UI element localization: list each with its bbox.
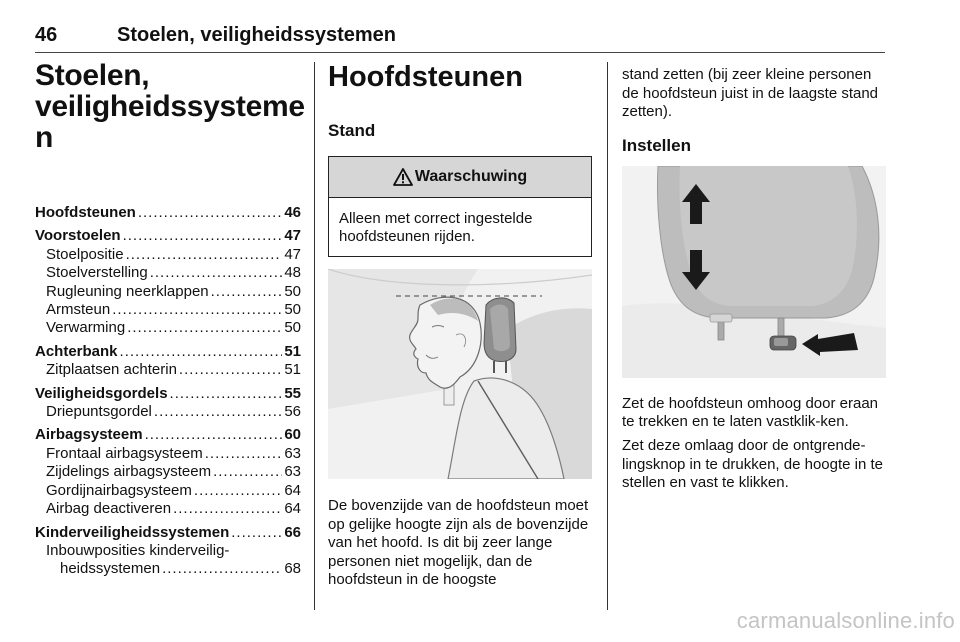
toc-entry-label: Driepuntsgordel: [46, 403, 152, 421]
toc-leader-dots: [194, 482, 282, 500]
toc-entry-page: 68: [284, 560, 301, 578]
toc-entry-label: Voorstoelen: [35, 227, 121, 245]
warning-heading: Waarschuwing: [414, 168, 528, 185]
toc-entry-label: Achterbank: [35, 342, 118, 360]
toc-entry-label: Verwarming: [46, 319, 126, 337]
toc-entry-page: 64: [284, 481, 301, 499]
toc-entry-page: 50: [284, 282, 301, 300]
toc-leader-dots: [112, 301, 282, 319]
head-restraint-position-illustration: [328, 269, 592, 479]
toc-entry[interactable]: [35, 403, 301, 421]
toc-leader-dots: [123, 227, 283, 245]
toc-entry-label: Frontaal airbagsysteem: [46, 444, 203, 462]
toc-entry-page: 51: [284, 342, 301, 360]
chapter-title: [35, 59, 305, 154]
continued-paragraph: stand zetten (bij zeer kleine personen de hoofdsteun juist in de laagste stand zetten).: [622, 66, 879, 121]
toc-leader-dots: [211, 283, 283, 301]
toc-entry-label: Airbag deactiveren: [46, 500, 172, 518]
page-header: [35, 22, 885, 53]
toc-entry[interactable]: [35, 264, 301, 282]
warning-text: Alleen met correct ingestelde hoofdsteunen rijden.: [339, 210, 533, 245]
toc-entry[interactable]: [35, 385, 301, 403]
toc-leader-dots: [179, 361, 282, 379]
toc-entry[interactable]: [35, 524, 301, 542]
toc-leader-dots: [127, 319, 282, 337]
toc-entry[interactable]: [35, 445, 301, 463]
toc-entry-page: 51: [284, 361, 301, 379]
chapter-title-line: n: [35, 121, 54, 154]
toc-entry[interactable]: [35, 204, 301, 222]
toc-entry[interactable]: [35, 542, 301, 560]
toc-entry-label: Stoelpositie: [46, 245, 124, 263]
toc-leader-dots: [170, 385, 283, 403]
warning-header: [329, 157, 591, 198]
toc-leader-dots: [173, 500, 282, 518]
adjust-heading: Instellen: [622, 135, 691, 155]
middle-column: [328, 60, 592, 590]
chapter-title-line: Stoelen,: [35, 59, 150, 92]
adjust-up-paragraph: Zet de hoofdsteun omhoog door eraan te trekken en te laten vastklik-ken.: [622, 394, 879, 431]
toc-entry-label: Airbagsysteem: [35, 426, 143, 444]
page-number: 46: [35, 24, 58, 46]
toc-leader-dots: [126, 246, 283, 264]
toc-entry-page: 60: [284, 426, 301, 444]
section-title: Hoofdsteunen: [328, 61, 523, 93]
toc-entry-page: 50: [284, 319, 301, 337]
toc-entry-label: Veiligheidsgordels: [35, 384, 168, 402]
toc-leader-dots: [162, 560, 282, 578]
column-divider: [314, 62, 315, 610]
toc-entry-page: 66: [284, 523, 301, 541]
toc-entry-page: 63: [284, 444, 301, 462]
toc-leader-dots: [150, 264, 283, 282]
toc-entry-label: heidssystemen: [60, 560, 161, 578]
toc-entry[interactable]: [35, 319, 301, 337]
column-divider: [607, 62, 608, 610]
toc-entry-label: Hoofdsteunen: [35, 204, 136, 221]
warning-box: [328, 156, 592, 257]
toc-leader-dots: [154, 403, 282, 421]
chapter-title-line: veiligheidssysteme: [35, 90, 305, 123]
toc-leader-dots: [231, 524, 282, 542]
right-column: [622, 66, 887, 493]
toc-entry-label: Kinderveiligheidssystemen: [35, 523, 230, 541]
toc-entry-page: 64: [284, 500, 301, 518]
toc-entry[interactable]: [35, 482, 301, 500]
toc-entry[interactable]: [35, 283, 301, 301]
toc-entry-label: Inbouwposities kinderveilig-: [46, 541, 230, 559]
toc-entry-page: 47: [284, 227, 301, 245]
toc-column: [35, 59, 305, 579]
running-title: Stoelen, veiligheidssystemen: [117, 24, 396, 46]
toc-entry-label: Zijdelings airbagsysteem: [46, 463, 212, 481]
toc-entry-page: 56: [284, 403, 301, 421]
toc-entry[interactable]: [35, 227, 301, 245]
toc-leader-dots: [120, 343, 283, 361]
position-paragraph: De bovenzijde van de hoofdsteun moet op gelijke hoogte zijn als de bovenzijde van het hoofd. Is dit bij zeer lange personen niet mogelijk, dan de hoofdsteun in de hoogste: [328, 497, 589, 589]
toc-entry-page: 55: [284, 384, 301, 402]
toc-entry-page: 48: [284, 264, 301, 282]
toc-entry[interactable]: [35, 560, 301, 578]
toc-entry[interactable]: [35, 361, 301, 379]
toc-entry-page: 50: [284, 301, 301, 319]
toc-entry-label: Gordijnairbagsysteem: [46, 481, 192, 499]
section-subtitle: Stand: [328, 121, 376, 140]
watermark: carmanualsonline.info: [736, 608, 955, 633]
toc-leader-dots: [138, 204, 282, 222]
head-restraint-adjust-illustration: [622, 166, 886, 378]
toc-leader-dots: [213, 463, 282, 481]
toc-entry[interactable]: [35, 246, 301, 264]
table-of-contents: [35, 204, 301, 579]
toc-entry-label: Rugleuning neerklappen: [46, 282, 209, 300]
toc-leader-dots: [145, 426, 283, 444]
toc-entry-page: 46: [284, 204, 301, 221]
toc-entry[interactable]: [35, 301, 301, 319]
toc-entry[interactable]: [35, 426, 301, 444]
warning-triangle-icon: [393, 168, 413, 186]
toc-entry-page: 47: [284, 245, 301, 263]
adjust-down-paragraph: Zet deze omlaag door de ontgrende-lingsknop in te drukken, de hoogte in te stellen en vast te klikken.: [622, 436, 884, 492]
toc-entry-label: Zitplaatsen achterin: [46, 361, 177, 379]
toc-entry-page: 63: [284, 463, 301, 481]
toc-entry-label: Armsteun: [46, 301, 111, 319]
toc-entry-label: Stoelverstelling: [46, 264, 148, 282]
toc-leader-dots: [205, 445, 283, 463]
toc-entry[interactable]: [35, 343, 301, 361]
toc-entry[interactable]: [35, 463, 301, 481]
toc-entry[interactable]: [35, 500, 301, 518]
